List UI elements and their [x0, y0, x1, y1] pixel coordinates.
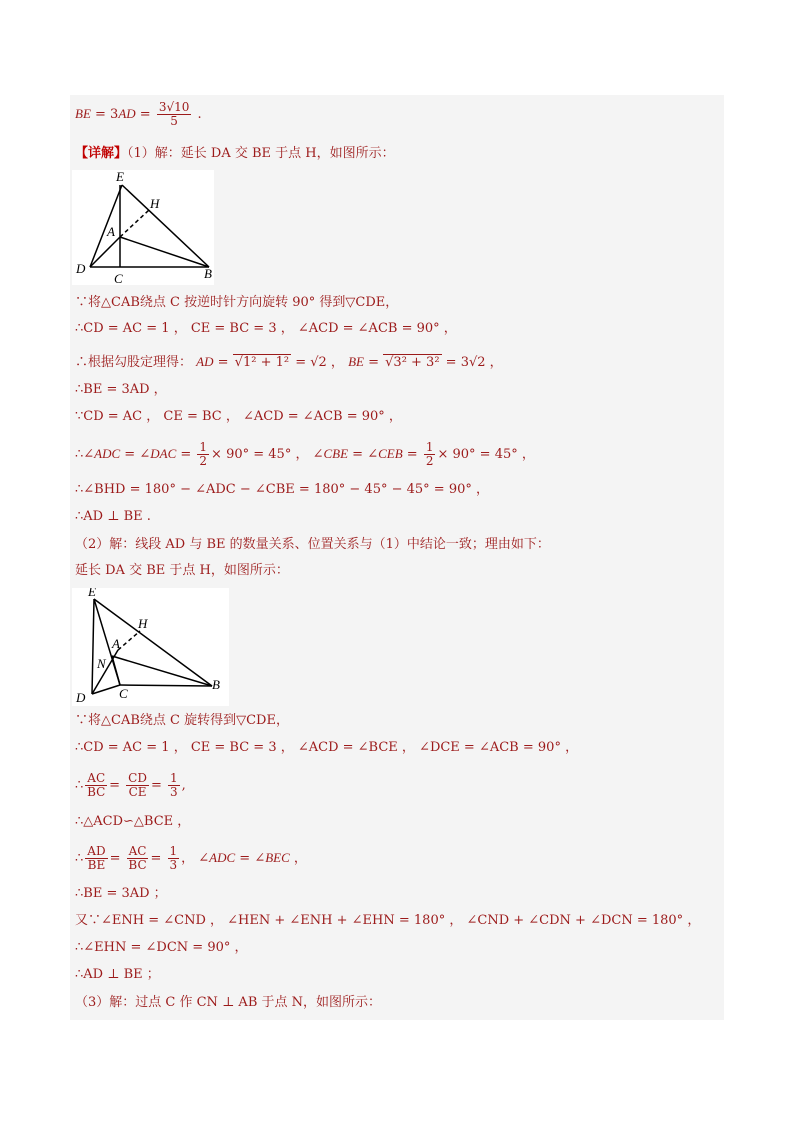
- label-e: E: [88, 588, 96, 599]
- label-h: H: [138, 616, 148, 631]
- label-e: E: [116, 170, 124, 184]
- label-c: C: [114, 271, 123, 285]
- solution-content: [70, 95, 724, 1020]
- line-part2-intro: （2）解：线段 AD 与 BE 的数量关系、位置关系与（1）中结论一致；理由如下：: [75, 537, 550, 552]
- line-rotation-2: ∵将△CAB绕点 C 旋转得到▽CDE，: [75, 713, 289, 728]
- label-a: A: [112, 636, 120, 651]
- line-part3-intro: （3）解：过点 C 作 CN ⊥ AB 于点 N，如图所示：: [75, 995, 382, 1010]
- line-extend-da: 延长 DA 交 BE 于点 H，如图所示：: [75, 563, 289, 578]
- figure-1-diagram: [72, 170, 214, 285]
- label-n: N: [97, 656, 106, 671]
- line-ratio-ac-bc: ∴ $\frac{AC}{BC}$ = $\frac{CD}{CE}$ = $\frac{1}{3}$ ,: [75, 771, 186, 799]
- line-detail-part1: 【详解】（1）解：延长 DA 交 BE 于点 H，如图所示：: [75, 146, 395, 161]
- figure-2-diagram: [72, 588, 229, 706]
- line-pythagoras: ∴根据勾股定理得： AD = √1² + 1² = √2 ， BE = √3² + 3² = 3√2 ，: [75, 354, 503, 370]
- line-ratio-ad-be: ∴ $\frac{AD}{BE}$ = $\frac{AC}{BC}$ = $\frac{1}{3}$ ， ∠ADC = ∠BEC ，: [75, 844, 307, 872]
- line-half-angles: ∴∠ADC = ∠DAC = $\frac{1}{2}$ × 90° = 45° ， ∠CBE = ∠CEB = $\frac{1}{2}$ × 90° = 45° ，: [75, 440, 535, 468]
- line-similar-triangles: ∴△ACD∽△BCE ，: [75, 814, 191, 829]
- line-ad-perp-be-1: ∴AD ⊥ BE .: [75, 509, 151, 524]
- fraction-3sqrt10-over-5: $\frac{3√10}{5}$: [158, 100, 190, 128]
- detail-tag: 【详解】: [75, 146, 128, 161]
- label-b: B: [204, 266, 212, 281]
- line-be-3ad-2: ∴BE = 3AD ；: [75, 886, 167, 901]
- line-cd-ac-ce-bc-2: ∵CD = AC ， CE = BC ， ∠ACD = ∠ACB = 90° ，: [75, 409, 402, 424]
- label-h: H: [150, 196, 160, 211]
- line-angle-bhd: ∴∠BHD = 180° − ∠ADC − ∠CBE = 180° − 45° − 45° = 90° ，: [75, 482, 489, 497]
- label-b: B: [212, 677, 220, 692]
- label-c: C: [119, 686, 128, 701]
- label-a: A: [107, 224, 115, 239]
- line-be-3ad-fraction: BE = 3AD = $\frac{3√10}{5}$ .: [75, 100, 202, 128]
- line-rotation-90: ∵将△CAB绕点 C 按逆时针方向旋转 90° 得到▽CDE，: [75, 295, 399, 310]
- line-cd-ac-ce-bc: ∴CD = AC = 1 ， CE = BC = 3 ， ∠ACD = ∠ACB = 90° ，: [75, 321, 457, 336]
- label-d: D: [76, 261, 86, 276]
- label-d: D: [76, 690, 86, 705]
- figure-1: [72, 170, 214, 285]
- line-cd-ac-ce-bc-3: ∴CD = AC = 1 ， CE = BC = 3 ， ∠ACD = ∠BCE ， ∠DCE = ∠ACB = 90° ，: [75, 740, 579, 755]
- line-angle-ehn: ∴∠EHN = ∠DCN = 90° ，: [75, 940, 248, 955]
- figure-2: [72, 588, 229, 706]
- line-angle-sums: 又∵∠ENH = ∠CND ， ∠HEN + ∠ENH + ∠EHN = 180° ， ∠CND + ∠CDN + ∠DCN = 180° ，: [75, 913, 701, 928]
- line-be-3ad-1: ∴BE = 3AD ，: [75, 382, 167, 397]
- line-ad-perp-be-2: ∴AD ⊥ BE ；: [75, 967, 160, 982]
